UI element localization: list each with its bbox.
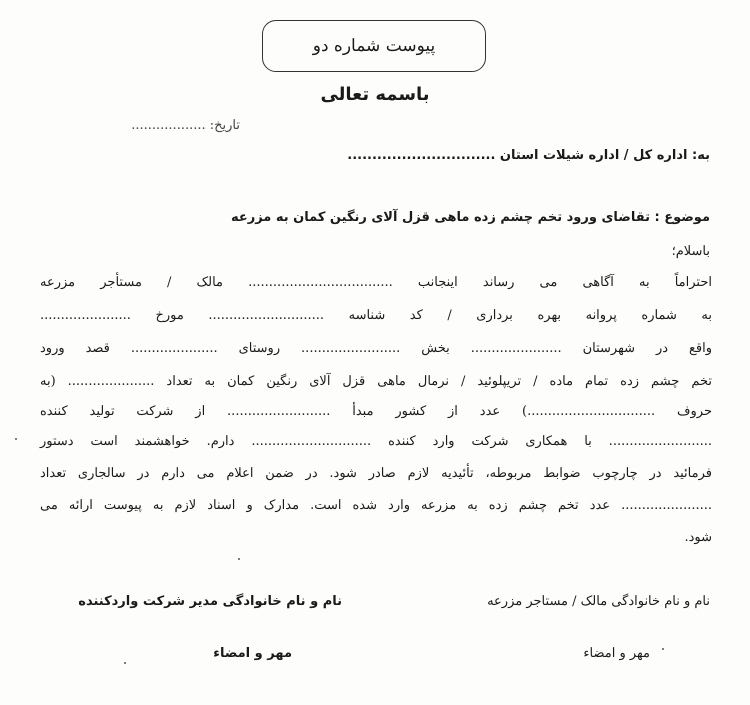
scan-speck	[238, 558, 240, 560]
attachment-number-label: پیوست شماره دو	[312, 36, 436, 56]
importer-seal-label: مهر و امضاء	[213, 646, 292, 661]
body-line-3: واقع در شهرستان ...................... بخش ........................ روستای ..................... قصد ورود	[40, 341, 712, 356]
owner-name-label: نام و نام خانوادگی مالک / مستاجر مزرعه	[487, 594, 710, 609]
scan-speck	[662, 648, 664, 650]
greeting-line: باسلام؛	[671, 244, 710, 259]
attachment-number-box	[262, 20, 486, 72]
owner-seal-label: مهر و امضاء	[583, 646, 650, 661]
date-line: تاریخ: ..................	[131, 118, 240, 133]
body-line-8: ...................... عدد تخم چشم زده به مزرعه وارد شده است. مدارک و اسناد لازم به پیوست ارائه می	[40, 498, 712, 513]
body-line-1: احتراماً به آگاهی می رساند اینجانب ................................... مالک / مستأجر مزرعه	[40, 275, 712, 290]
body-line-9: شود.	[684, 530, 712, 545]
body-line-2: به شماره پروانه بهره برداری / کد شناسه ............................ مورخ ......................	[40, 308, 712, 323]
scan-speck	[15, 438, 17, 440]
body-line-6: ......................... با همکاری شرکت وارد کننده ............................. دارم. خواهشمند است دستور	[40, 434, 712, 449]
subject-line: موضوع : تقاضای ورود تخم چشم زده ماهی قزل آلای رنگین کمان به مزرعه	[230, 210, 710, 225]
recipient-line: به: اداره کل / اداره شیلات استان ..............................	[347, 148, 710, 163]
scan-speck	[124, 662, 126, 664]
importer-name-label: نام و نام خانوادگی مدیر شرکت واردکننده	[78, 594, 342, 609]
body-line-7: فرمائید در چارچوب ضوابط مربوطه، تأئیدیه لازم صادر شود. در ضمن اعلام می دارم در سالجاری تعداد	[40, 466, 712, 481]
body-line-4: تخم چشم زده تمام ماده / تریپلوئید / نرمال ماهی قزل آلای رنگین کمان به تعداد ..................... (به	[40, 374, 712, 389]
body-line-5: حروف ...............................) عدد از کشور مبدأ ......................... از شرکت تولید کننده	[40, 404, 712, 419]
document-heading: باسمه تعالی	[320, 84, 430, 105]
